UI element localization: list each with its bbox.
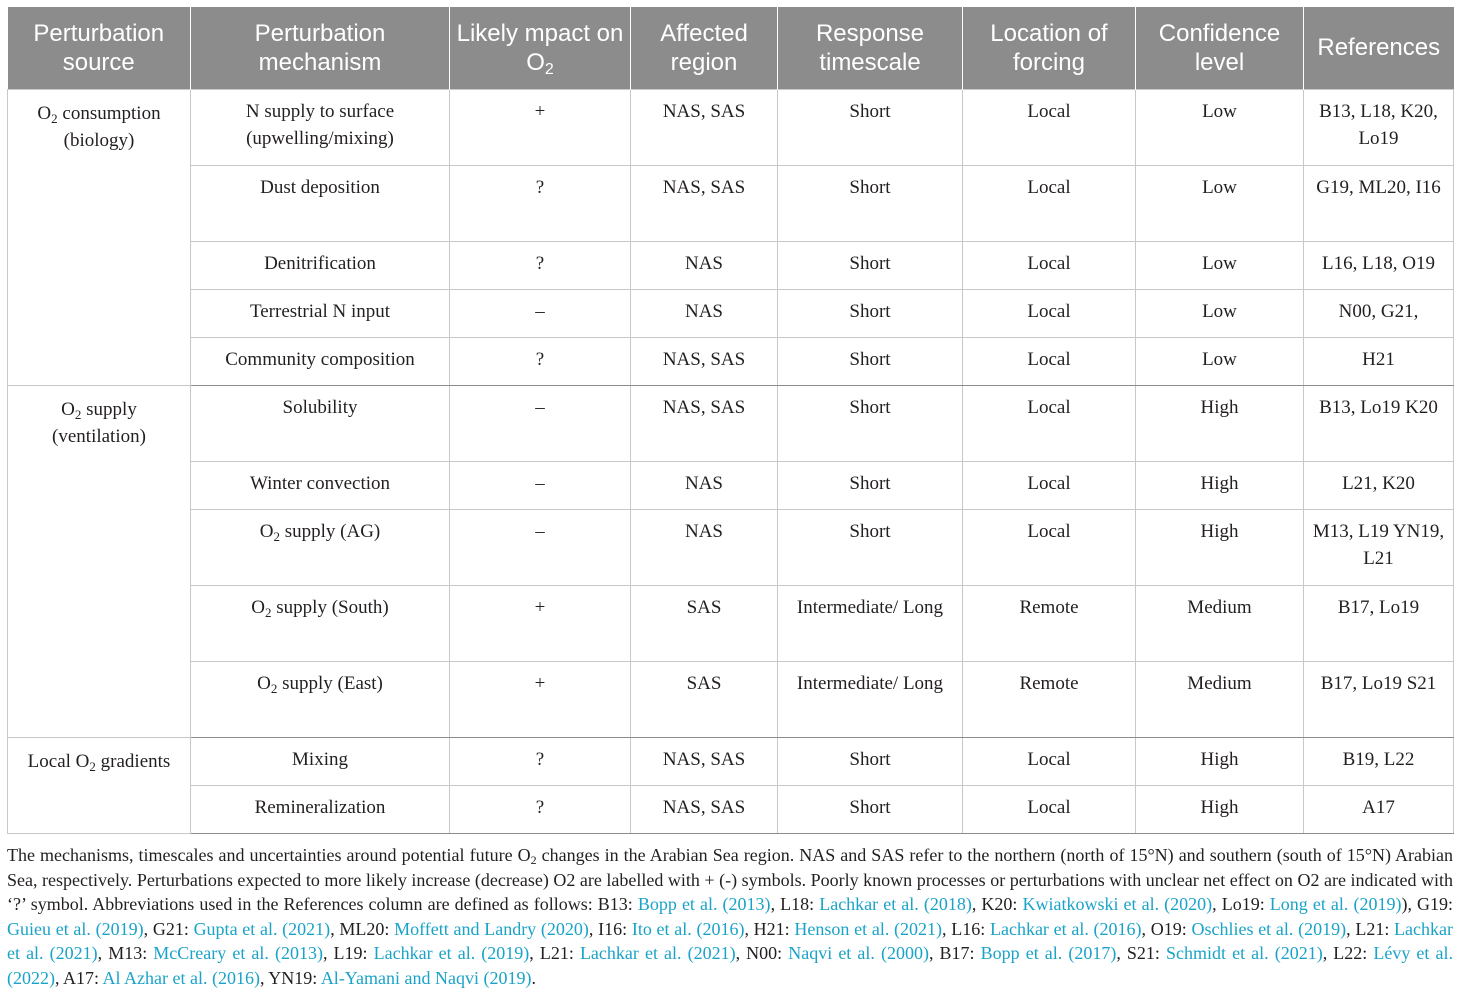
region-cell: NAS, SAS	[631, 785, 778, 833]
region-cell: NAS, SAS	[631, 385, 778, 461]
text-part: O	[251, 596, 266, 618]
text-part: References	[1317, 34, 1441, 62]
confidence-cell: Medium	[1136, 585, 1304, 661]
text-part: O	[257, 672, 271, 694]
confidence-cell: Medium	[1136, 661, 1304, 737]
mechanism-cell	[191, 785, 450, 833]
confidence-cell: High	[1136, 785, 1304, 833]
data-table	[7, 7, 1454, 834]
text-part: O	[259, 520, 274, 542]
caption-text: The mechanisms, timescales and uncertainties around potential future O	[7, 845, 531, 865]
text-part: supply (East)	[277, 672, 383, 694]
text-part: Response timescale	[815, 19, 925, 76]
caption-text: , G21:	[143, 918, 194, 939]
reference-link[interactable]: Lachkar et al. (2021)	[7, 918, 1454, 963]
text-part: Remineralization	[254, 796, 386, 818]
reference-link[interactable]: Bopp et al. (2017)	[980, 943, 1117, 963]
text-part: Likely mpact on O	[456, 19, 624, 76]
confidence-cell: Low	[1136, 289, 1304, 337]
text-part: O	[37, 102, 52, 124]
region-cell: NAS, SAS	[631, 165, 778, 241]
location-cell: Local	[963, 785, 1136, 833]
region-cell: NAS	[631, 289, 778, 337]
mechanism-cell	[191, 241, 450, 289]
reference-link[interactable]: Al-Yamani and Naqvi (2019)	[320, 967, 532, 988]
impact-cell: +	[450, 89, 631, 165]
reference-link[interactable]: Henson et al. (2021)	[794, 918, 943, 939]
mechanism-cell	[191, 385, 450, 461]
source-cell	[8, 385, 191, 737]
text-part: Dust deposition	[260, 176, 380, 198]
impact-cell: +	[450, 661, 631, 737]
table-row	[8, 785, 1454, 833]
location-cell: Local	[963, 337, 1136, 385]
location-cell: Local	[963, 89, 1136, 165]
text-part: Local O	[27, 750, 90, 772]
references-cell: N00, G21,	[1304, 289, 1454, 337]
timescale-cell: Intermediate/ Long	[778, 585, 963, 661]
reference-link[interactable]: Lachkar et al. (2019)	[373, 943, 530, 963]
reference-link[interactable]: Oschlies et al. (2019)	[1191, 918, 1347, 939]
mechanism-cell	[191, 509, 450, 585]
caption-text: , H21:	[744, 918, 795, 939]
mechanism-cell	[191, 337, 450, 385]
confidence-cell: High	[1136, 461, 1304, 509]
caption-text: , L21:	[529, 943, 580, 963]
region-cell: NAS, SAS	[631, 337, 778, 385]
mechanism-cell	[191, 661, 450, 737]
caption-text: .	[531, 967, 536, 988]
reference-link[interactable]: Moffett and Landry (2020)	[394, 918, 589, 939]
table-row	[8, 385, 1454, 461]
references-cell: B13, L18, K20, Lo19	[1304, 89, 1454, 165]
reference-link[interactable]: Bopp et al. (2013)	[637, 894, 771, 914]
table-row	[8, 289, 1454, 337]
impact-cell: –	[450, 289, 631, 337]
reference-link[interactable]: Lachkar et al. (2018)	[819, 894, 972, 914]
location-cell: Local	[963, 509, 1136, 585]
reference-link[interactable]: Naqvi et al. (2000)	[788, 943, 929, 963]
table-row	[8, 585, 1454, 661]
references-cell: L16, L18, O19	[1304, 241, 1454, 289]
col-header-likely-impact	[450, 7, 631, 89]
references-cell: L21, K20	[1304, 461, 1454, 509]
caption-text: , A17:	[55, 967, 103, 988]
table-row	[8, 661, 1454, 737]
text-part: gradients	[95, 750, 171, 772]
reference-link[interactable]: Gupta et al. (2021)	[193, 918, 331, 939]
subscript: 2	[265, 604, 272, 620]
timescale-cell: Short	[778, 241, 963, 289]
text-part: consumption (biology)	[57, 102, 161, 151]
region-cell: NAS	[631, 241, 778, 289]
mechanism-cell	[191, 737, 450, 785]
region-cell: NAS	[631, 509, 778, 585]
confidence-cell: High	[1136, 509, 1304, 585]
location-cell: Remote	[963, 585, 1136, 661]
text-part: O	[61, 398, 75, 420]
text-part: Affected region	[660, 19, 748, 76]
col-header-perturbation-mechanism	[191, 7, 450, 89]
caption-text: , N00:	[735, 943, 789, 963]
location-cell: Local	[963, 289, 1136, 337]
col-header-affected-region	[631, 7, 778, 89]
subscript: 2	[270, 680, 278, 696]
timescale-cell: Short	[778, 289, 963, 337]
location-cell: Local	[963, 241, 1136, 289]
table-row	[8, 461, 1454, 509]
confidence-cell: Low	[1136, 165, 1304, 241]
references-cell: B17, Lo19	[1304, 585, 1454, 661]
region-cell: NAS, SAS	[631, 737, 778, 785]
table-row	[8, 509, 1454, 585]
impact-cell: –	[450, 461, 631, 509]
timescale-cell: Intermediate/ Long	[778, 661, 963, 737]
text-part: Solubility	[282, 396, 358, 418]
text-part: Location of forcing	[990, 19, 1108, 76]
references-cell: B13, Lo19 K20	[1304, 385, 1454, 461]
reference-link[interactable]: Long et al. (2019)	[1269, 894, 1402, 914]
references-cell: M13, L19 YN19, L21	[1304, 509, 1454, 585]
caption-text: , S21:	[1116, 943, 1167, 963]
impact-cell: ?	[450, 241, 631, 289]
reference-link[interactable]: Schmidt et al. (2021)	[1166, 943, 1323, 963]
text-part: Perturbation mechanism	[254, 19, 386, 76]
reference-link[interactable]: Guieu et al. (2019)	[7, 918, 144, 939]
mechanism-cell	[191, 585, 450, 661]
text-part: Confidence level	[1158, 19, 1281, 76]
caption-text: , K20:	[971, 894, 1023, 914]
region-cell: NAS, SAS	[631, 89, 778, 165]
timescale-cell: Short	[778, 785, 963, 833]
timescale-cell: Short	[778, 89, 963, 165]
col-header-references	[1304, 7, 1454, 89]
timescale-cell: Short	[778, 737, 963, 785]
impact-cell: +	[450, 585, 631, 661]
table-row	[8, 165, 1454, 241]
text-part: Perturbation source	[33, 19, 165, 76]
region-cell: SAS	[631, 661, 778, 737]
impact-cell: –	[450, 385, 631, 461]
timescale-cell: Short	[778, 385, 963, 461]
location-cell: Local	[963, 737, 1136, 785]
references-cell: H21	[1304, 337, 1454, 385]
subscript: 2	[273, 528, 280, 544]
reference-link[interactable]: Lévy et al. (2022)	[7, 943, 1453, 988]
text-part: supply (ventilation)	[52, 398, 146, 447]
caption-text: , O19:	[1141, 918, 1192, 939]
caption-text: , ML20:	[330, 918, 395, 939]
table-caption	[7, 843, 1453, 990]
location-cell: Remote	[963, 661, 1136, 737]
caption-text: , YN19:	[259, 967, 321, 988]
impact-cell: –	[450, 509, 631, 585]
subscript: 2	[544, 60, 554, 78]
caption-text: , L19:	[322, 943, 374, 963]
region-cell: NAS	[631, 461, 778, 509]
location-cell: Local	[963, 385, 1136, 461]
header-row	[8, 7, 1454, 89]
mechanism-cell	[191, 461, 450, 509]
text-part: Terrestrial N input	[249, 300, 391, 322]
timescale-cell: Short	[778, 165, 963, 241]
impact-cell: ?	[450, 785, 631, 833]
table-row	[8, 241, 1454, 289]
text-part: supply (South)	[271, 596, 389, 618]
confidence-cell: Low	[1136, 337, 1304, 385]
impact-cell: ?	[450, 165, 631, 241]
impact-cell: ?	[450, 337, 631, 385]
timescale-cell: Short	[778, 337, 963, 385]
timescale-cell: Short	[778, 509, 963, 585]
region-cell: SAS	[631, 585, 778, 661]
subscript: 2	[89, 758, 96, 774]
reference-link[interactable]: Ito et al. (2016)	[631, 918, 745, 939]
text-part: Mixing	[292, 748, 348, 770]
caption-text: , L22:	[1322, 943, 1374, 963]
references-cell: B19, L22	[1304, 737, 1454, 785]
reference-link[interactable]: Lachkar et al. (2016)	[989, 918, 1142, 939]
table-header	[8, 7, 1454, 89]
subscript: 2	[74, 406, 82, 422]
caption-text: , L21:	[1346, 918, 1395, 939]
mechanism-cell	[191, 165, 450, 241]
caption-text: , I16:	[588, 918, 632, 939]
source-cell	[8, 737, 191, 833]
location-cell: Local	[963, 461, 1136, 509]
subscript: 2	[51, 110, 58, 126]
reference-link[interactable]: Lachkar et al. (2021)	[579, 943, 736, 963]
col-header-response-timescale	[778, 7, 963, 89]
subscript: 2	[530, 853, 537, 867]
col-header-confidence-level	[1136, 7, 1304, 89]
table-body	[8, 89, 1454, 833]
text-part: N supply to surface (upwelling/mixing)	[245, 100, 395, 149]
impact-cell: ?	[450, 737, 631, 785]
caption-text: , M13:	[97, 943, 154, 963]
mechanism-cell	[191, 289, 450, 337]
col-header-location-of-forcing	[963, 7, 1136, 89]
reference-link[interactable]: McCreary et al. (2013)	[153, 943, 323, 963]
caption-text: changes in the Arabian Sea region. NAS and SAS refer to the northern (north of 15°N) and southern (south of 15°N) Arabian Sea, respectively. Perturbations expected to more likely increase (decrease) O2 are labelled with + (-) symbols. Poorly known processes or perturbations with unclear net effect on O2 are indicated with ‘?’ symbol. Abbreviations used in the References column are defined as follows: B13:	[7, 845, 1454, 914]
reference-link[interactable]: Al Azhar et al. (2016)	[102, 967, 260, 988]
timescale-cell: Short	[778, 461, 963, 509]
table-row	[8, 89, 1454, 165]
references-cell: A17	[1304, 785, 1454, 833]
location-cell: Local	[963, 165, 1136, 241]
text-part: Winter convection	[249, 472, 391, 494]
col-header-perturbation-source	[8, 7, 191, 89]
caption-text: , Lo19:	[1212, 894, 1270, 914]
confidence-cell: High	[1136, 737, 1304, 785]
confidence-cell: Low	[1136, 89, 1304, 165]
confidence-cell: High	[1136, 385, 1304, 461]
text-part: Denitrification	[264, 252, 376, 274]
caption-text: , L16:	[942, 918, 990, 939]
confidence-cell: Low	[1136, 241, 1304, 289]
text-part: Community composition	[225, 348, 415, 370]
text-part: supply (AG)	[279, 520, 381, 542]
table-row	[8, 337, 1454, 385]
source-cell	[8, 89, 191, 385]
caption-text: ), G19:	[1401, 894, 1454, 914]
references-cell: G19, ML20, I16	[1304, 165, 1454, 241]
caption-text: , L18:	[770, 894, 820, 914]
table-row	[8, 737, 1454, 785]
reference-link[interactable]: Kwiatkowski et al. (2020)	[1022, 894, 1213, 914]
caption-text: , B17:	[928, 943, 981, 963]
references-cell: B17, Lo19 S21	[1304, 661, 1454, 737]
mechanism-cell	[191, 89, 450, 165]
